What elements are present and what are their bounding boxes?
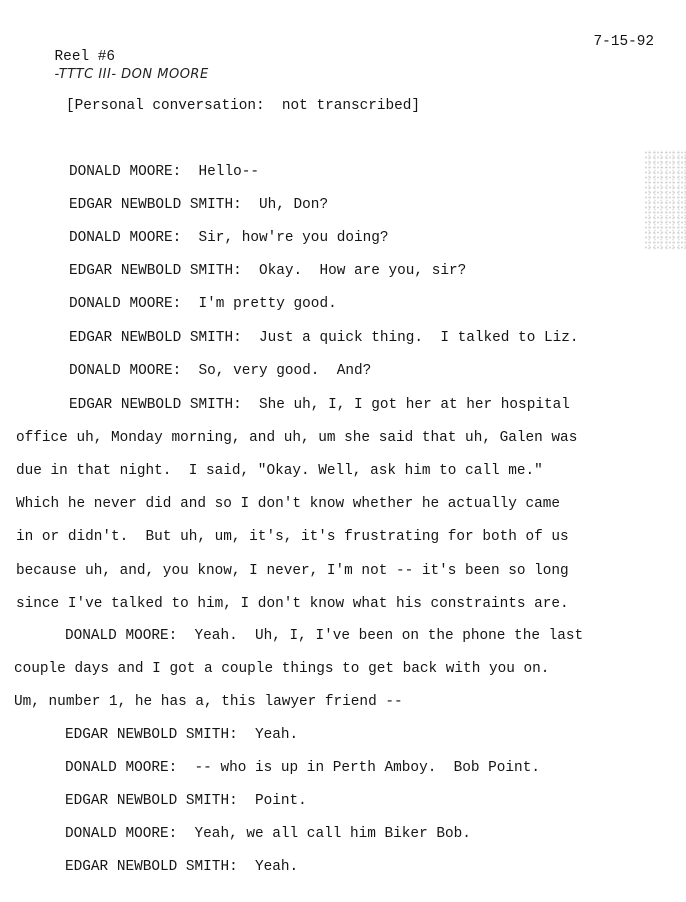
reel-label: Reel #6 [54,49,115,65]
transcript-line: EDGAR NEWBOLD SMITH: She uh, I, I got her at her hospital [69,397,570,413]
transcript-line: DONALD MOORE: Yeah. Uh, I, I've been on the phone the last [65,628,584,644]
transcript-line: office uh, Monday morning, and uh, um she said that uh, Galen was [16,430,578,446]
transcript-line: since I've talked to him, I don't know what his constraints are. [16,596,569,612]
date-label: 7-15-92 [593,34,654,50]
transcript-line: in or didn't. But uh, um, it's, it's frustrating for both of us [16,529,569,545]
transcript-line: EDGAR NEWBOLD SMITH: Yeah. [65,859,299,875]
transcript-line: DONALD MOORE: Sir, how're you doing? [69,230,389,246]
transcript-line: DONALD MOORE: I'm pretty good. [69,296,337,312]
transcript-line: EDGAR NEWBOLD SMITH: Point. [65,793,307,809]
transcript-line: EDGAR NEWBOLD SMITH: Uh, Don? [69,197,329,213]
not-transcribed-note: [Personal conversation: not transcribed] [66,98,421,114]
transcript-line: because uh, and, you know, I never, I'm not -- it's been so long [16,563,569,579]
transcript-line: Um, number 1, he has a, this lawyer friend -- [14,694,403,710]
header-reel-line [20,30,209,102]
scan-speckle [644,150,686,250]
transcript-line: DONALD MOORE: Yeah, we all call him Biker Bob. [65,826,471,842]
transcript-line: EDGAR NEWBOLD SMITH: Just a quick thing. I talked to Liz. [69,330,579,346]
transcript-line: DONALD MOORE: Hello-- [69,164,259,180]
transcript-line: due in that night. I said, "Okay. Well, ask him to call me." [16,463,543,479]
transcript-line: EDGAR NEWBOLD SMITH: Yeah. [65,727,299,743]
transcript-line: DONALD MOORE: -- who is up in Perth Amboy. Bob Point. [65,760,540,776]
transcript-line: DONALD MOORE: So, very good. And? [69,363,372,379]
transcript-line: Which he never did and so I don't know whether he actually came [16,496,561,512]
transcript-line: EDGAR NEWBOLD SMITH: Okay. How are you, sir? [69,263,467,279]
handwritten-note: -TTTC III- DON MOORE [54,67,209,82]
transcript-line: couple days and I got a couple things to get back with you on. [14,661,550,677]
